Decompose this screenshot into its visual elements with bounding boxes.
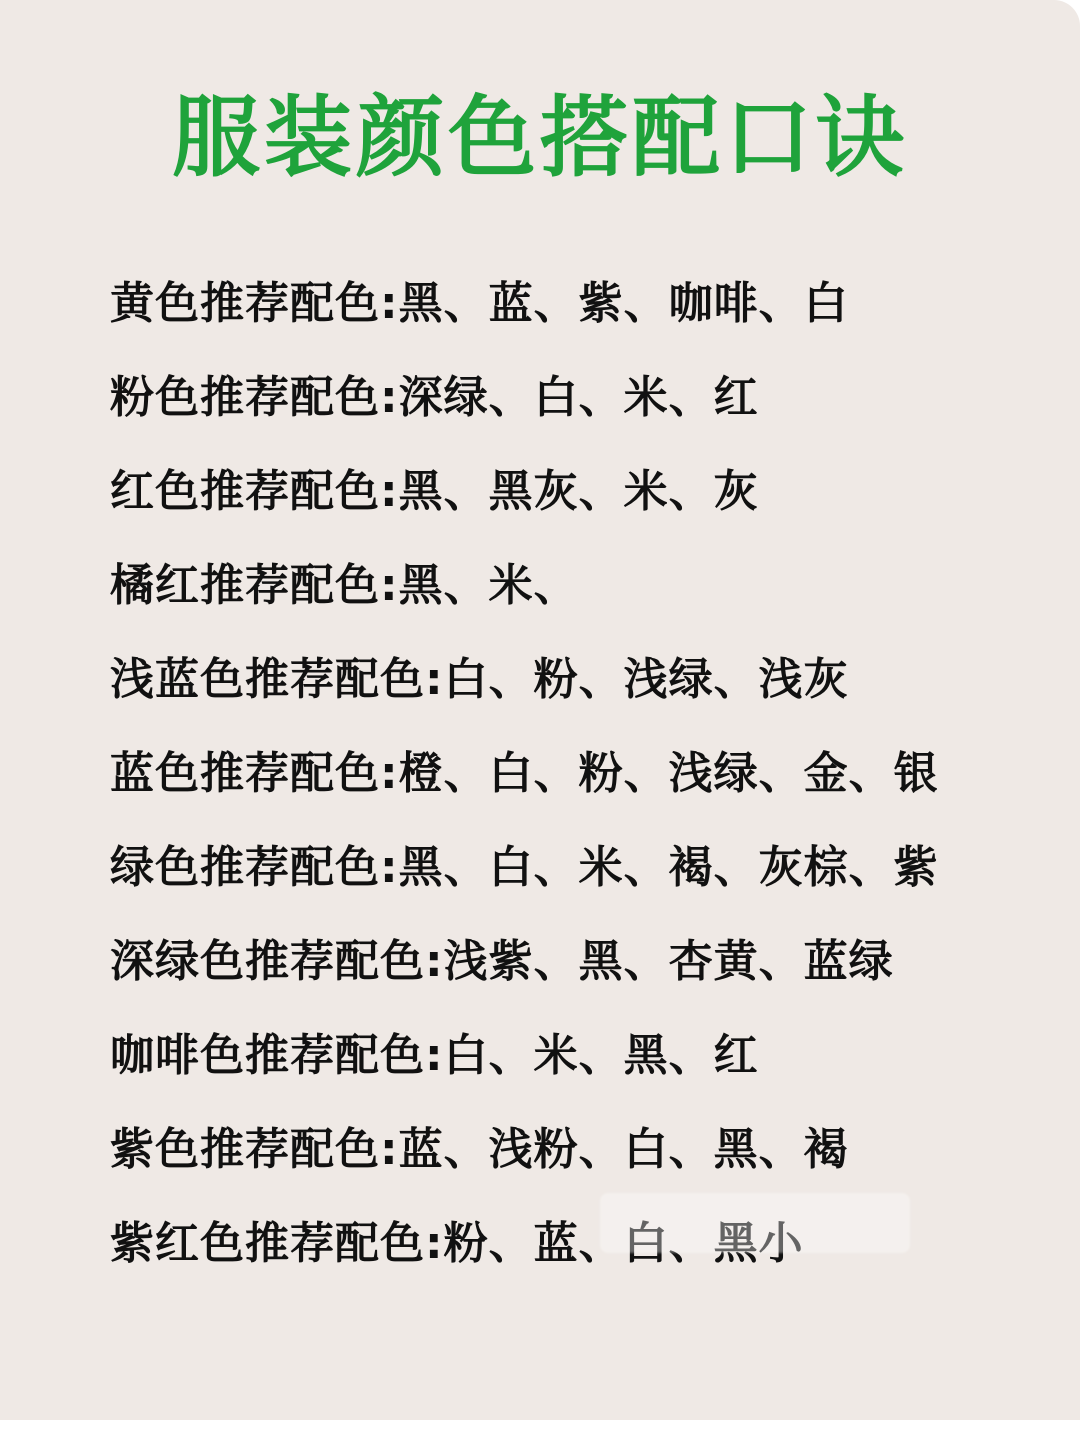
- list-item: 粉色推荐配色:深绿、白、米、红: [110, 372, 759, 423]
- list-item: 咖啡色推荐配色:白、米、黑、红: [110, 1030, 759, 1081]
- page-title: 服装颜色搭配口诀: [171, 86, 908, 189]
- list-item: 蓝色推荐配色:橙、白、粉、浅绿、金、银: [110, 748, 939, 799]
- list-item: 深绿色推荐配色:浅紫、黑、杏黄、蓝绿: [110, 936, 894, 987]
- list-item: 紫色推荐配色:蓝、浅粉、白、黑、褐: [110, 1124, 849, 1175]
- watermark-overlay: [600, 1193, 910, 1253]
- list-item: 绿色推荐配色:黑、白、米、褐、灰棕、紫: [110, 842, 939, 893]
- color-recommendation-list: [110, 276, 1010, 1310]
- list-item: 紫红色推荐配色:粉、蓝、白、黑小: [110, 1218, 804, 1269]
- list-item: 红色推荐配色:黑、黑灰、米、灰: [110, 466, 759, 517]
- list-item: 黄色推荐配色:黑、蓝、紫、咖啡、白: [110, 278, 849, 329]
- list-item: 浅蓝色推荐配色:白、粉、浅绿、浅灰: [110, 654, 849, 705]
- list-item: 橘红推荐配色:黑、米、: [110, 560, 579, 611]
